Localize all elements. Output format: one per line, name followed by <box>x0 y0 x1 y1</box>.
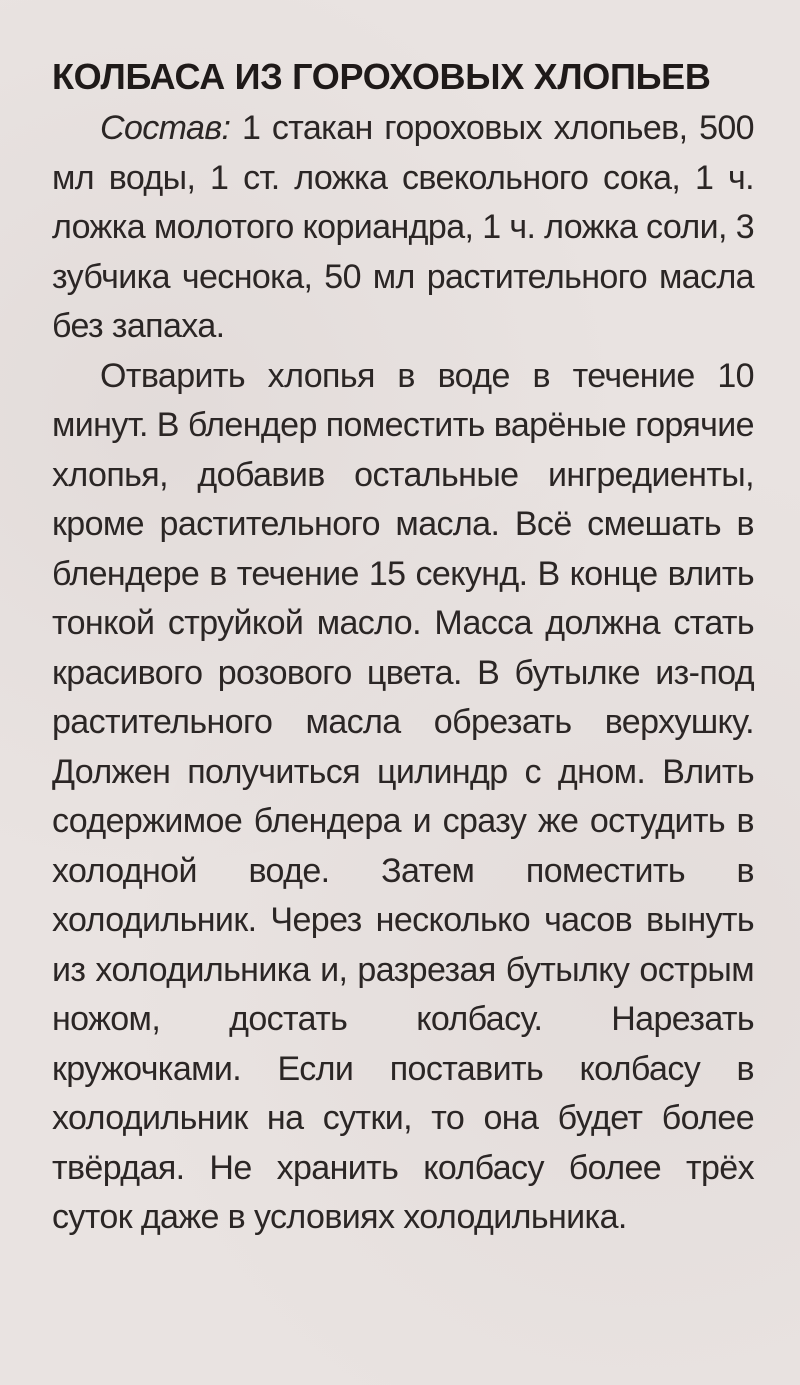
ingredients-label: Состав: <box>100 109 231 147</box>
ingredients-paragraph <box>52 104 754 352</box>
ingredients-text: 1 стакан гороховых хлопьев, 500 мл воды, 1 ст. ложка свекольного сока, 1 ч. ложка молотого кориандра, 1 ч. ложка соли, 3 зубчика чеснока, 50 мл растительного масла без запаха. <box>52 109 755 345</box>
instructions-paragraph: Отварить хлопья в воде в течение 10 минут. В блендер поместить варёные горячие хлопья, добавив остальные ингредиенты, кроме растительного масла. Всё смешать в блендере в течение 15 секунд. В конце влить тонкой струйкой масло. Масса должна стать красивого розового цвета. В бутылке из-под растительного масла обрезать верхушку. Должен получиться цилиндр с дном. Влить содержимое блендера и сразу же остудить в холодной воде. Затем поместить в холодильник. Через несколько часов вынуть из холодильника и, разрезая бутылку острым ножом, достать колбасу. Нарезать кружочками. Если поставить колбасу в холодильник на сутки, то она будет более твёрдая. Не хранить колбасу более трёх суток даже в условиях холодильника. <box>52 356 754 1236</box>
recipe-title: КОЛБАСА ИЗ ГОРОХОВЫХ ХЛОПЬЕВ <box>52 56 711 97</box>
